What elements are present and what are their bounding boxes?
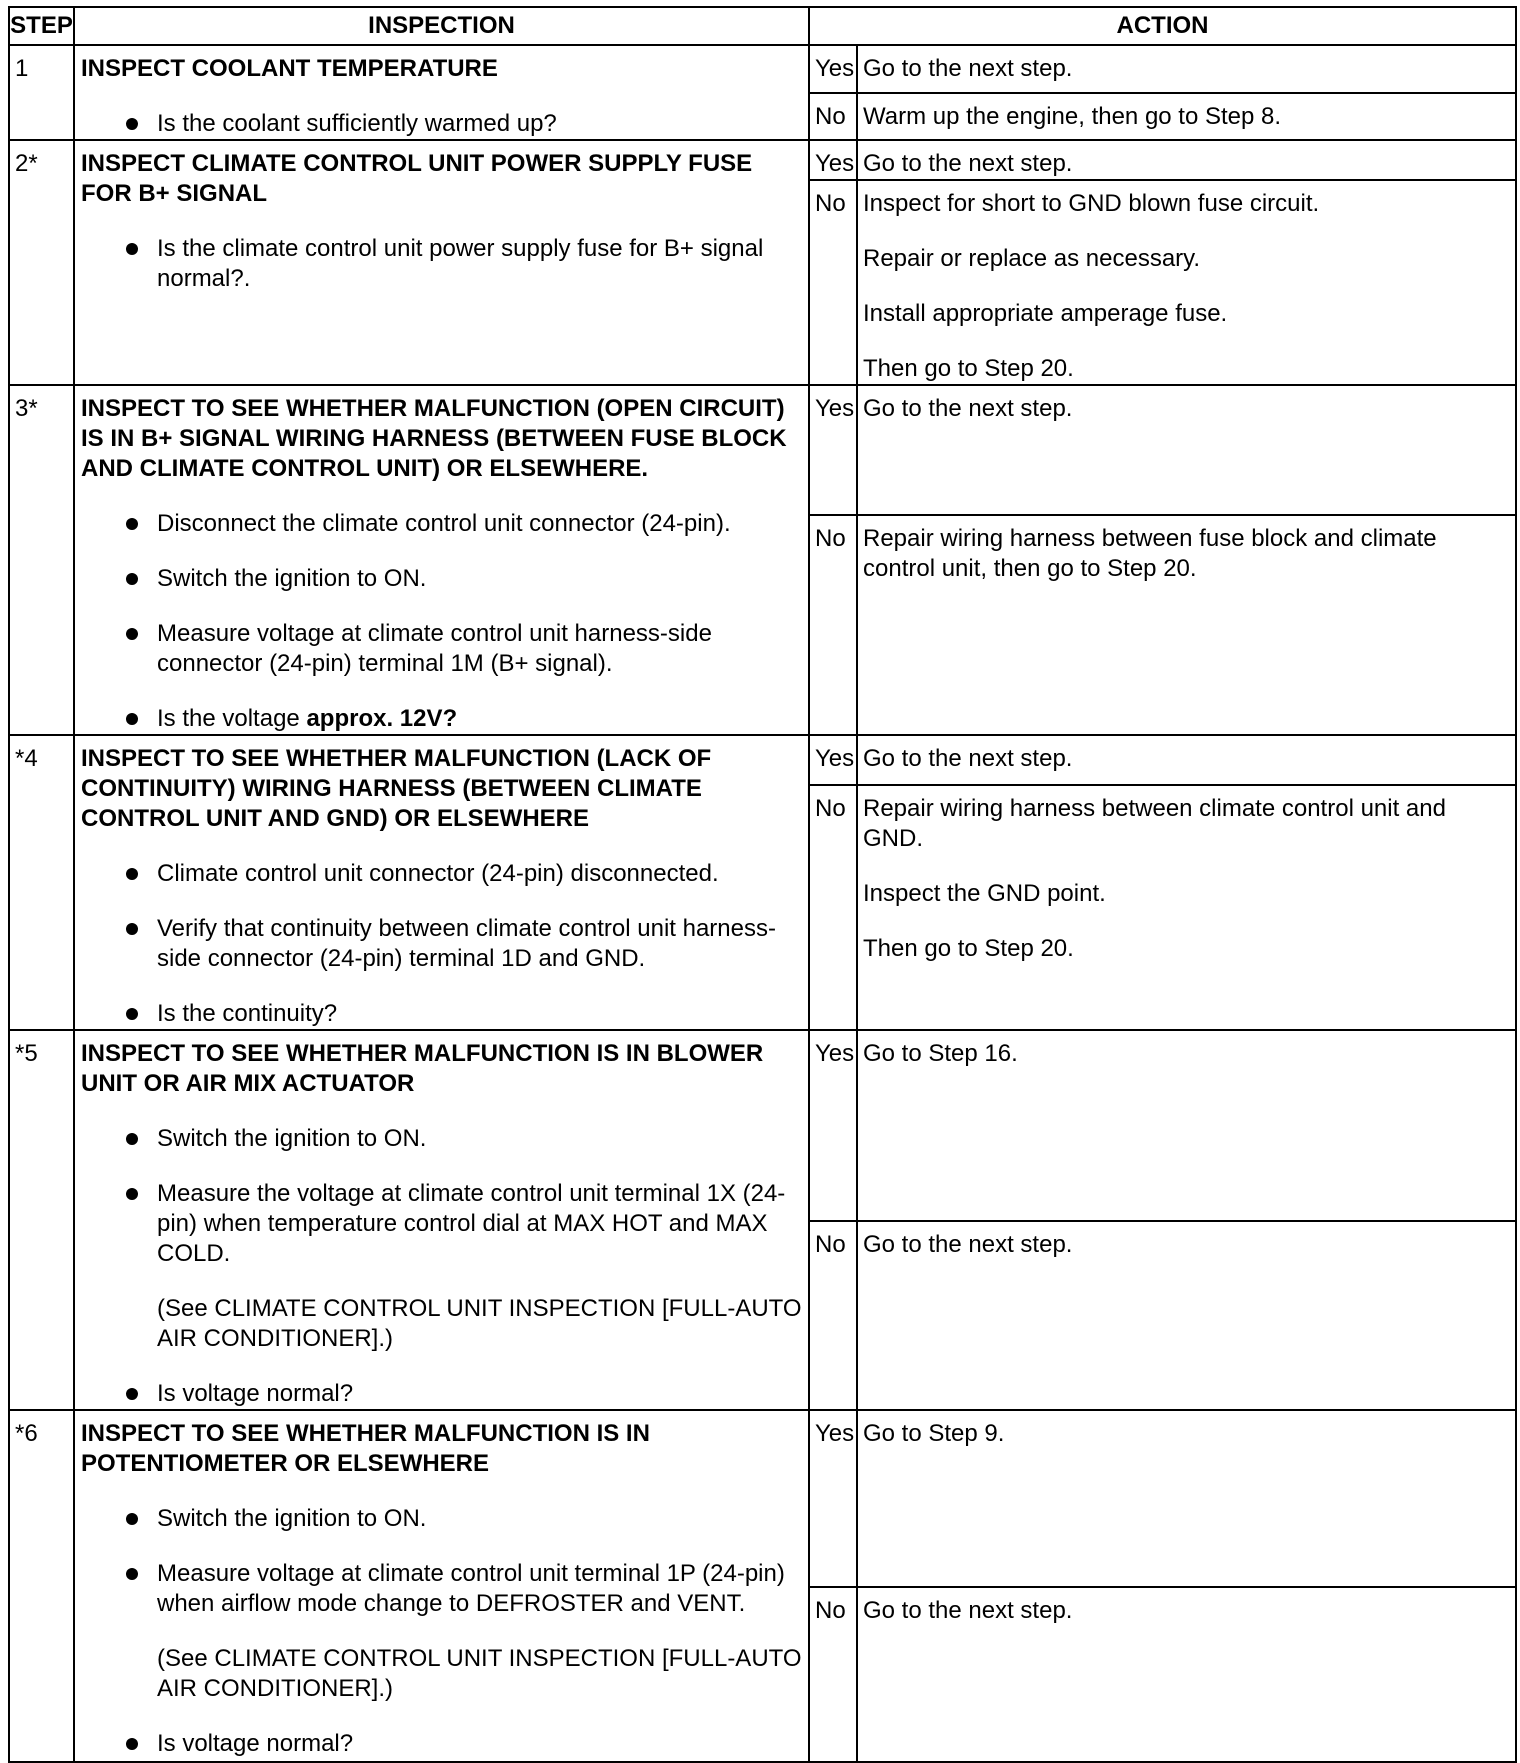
header-step: STEP (9, 7, 74, 45)
bullet-icon (126, 573, 138, 585)
step-heading: INSPECT TO SEE WHETHER MALFUNCTION IS IN POTENTIOMETER OR ELSEWHERE (81, 1420, 650, 1477)
inspection-note: (See CLIMATE CONTROL UNIT INSPECTION [FULL-AUTO AIR CONDITIONER].) (157, 1645, 802, 1702)
inspection-note: (See CLIMATE CONTROL UNIT INSPECTION [FULL-AUTO AIR CONDITIONER].) (157, 1295, 802, 1352)
step-number: *4 (9, 735, 74, 1030)
inspection-bullet: Is the continuity? (81, 999, 802, 1029)
inspection-bullet: Disconnect the climate control unit connector (24-pin). (81, 509, 802, 539)
no-label: No (809, 1587, 857, 1762)
yes-label: Yes (809, 1030, 857, 1221)
step-heading: INSPECT TO SEE WHETHER MALFUNCTION IS IN BLOWER UNIT OR AIR MIX ACTUATOR (81, 1040, 764, 1097)
yes-action: Go to Step 9. (857, 1410, 1516, 1587)
step-heading: INSPECT CLIMATE CONTROL UNIT POWER SUPPLY FUSE FOR B+ SIGNAL (81, 150, 753, 207)
yes-action: Go to the next step. (857, 140, 1516, 180)
no-label: No (809, 93, 857, 141)
yes-action: Go to Step 16. (857, 1030, 1516, 1221)
bullet-icon (126, 713, 138, 725)
inspection-bullet: Climate control unit connector (24-pin) disconnected. (81, 859, 802, 889)
bullet-icon (126, 118, 138, 130)
bullet-icon (126, 1568, 138, 1580)
bullet-icon (126, 1188, 138, 1200)
step-row (9, 140, 1516, 180)
yes-action: Go to the next step. (857, 735, 1516, 785)
bullet-icon (126, 243, 138, 255)
no-action: Repair wiring harness between climate control unit and GND. Inspect the GND point. Then go to Step 20. (857, 785, 1516, 1030)
inspection-bullet: Measure the voltage at climate control unit terminal 1X (24-pin) when temperature control dial at MAX HOT and MAX COLD. (81, 1179, 802, 1269)
inspection-cell (74, 385, 809, 735)
no-label: No (809, 1221, 857, 1410)
inspection-bullet: Measure voltage at climate control unit terminal 1P (24-pin) when airflow mode change to DEFROSTER and VENT. (81, 1559, 802, 1619)
inspection-table (8, 6, 1517, 1763)
yes-label: Yes (809, 385, 857, 515)
inspection-bullet: Switch the ignition to ON. (81, 1504, 802, 1534)
yes-label: Yes (809, 45, 857, 93)
step-number: 1 (9, 45, 74, 140)
bullet-icon (126, 1738, 138, 1750)
no-action: Warm up the engine, then go to Step 8. (857, 93, 1516, 141)
yes-label: Yes (809, 1410, 857, 1587)
step-number: *5 (9, 1030, 74, 1410)
no-action: Go to the next step. (857, 1587, 1516, 1762)
step-row (9, 735, 1516, 785)
bullet-icon (126, 868, 138, 880)
step-row (9, 385, 1516, 515)
step-row (9, 45, 1516, 93)
bullet-icon (126, 628, 138, 640)
inspection-bullet: Measure voltage at climate control unit harness-side connector (24-pin) terminal 1M (B+ signal). (81, 619, 802, 679)
step-number: 2* (9, 140, 74, 385)
no-action: Repair wiring harness between fuse block and climate control unit, then go to Step 20. (857, 515, 1516, 735)
inspection-cell (74, 45, 809, 140)
bullet-icon (126, 1133, 138, 1145)
yes-action: Go to the next step. (857, 385, 1516, 515)
no-action: Inspect for short to GND blown fuse circuit. Repair or replace as necessary. Install appropriate amperage fuse. Then go to Step 20. (857, 180, 1516, 385)
inspection-bullet: Is the climate control unit power supply fuse for B+ signal normal?. (81, 234, 802, 294)
step-heading: INSPECT COOLANT TEMPERATURE (81, 55, 498, 82)
inspection-cell (74, 1030, 809, 1410)
header-inspection: INSPECTION (74, 7, 809, 45)
no-label: No (809, 785, 857, 1030)
step-heading: INSPECT TO SEE WHETHER MALFUNCTION (LACK OF CONTINUITY) WIRING HARNESS (BETWEEN CLIMATE CONTROL UNIT AND GND) OR ELSEWHERE (81, 745, 712, 832)
yes-label: Yes (809, 735, 857, 785)
step-row (9, 1410, 1516, 1587)
inspection-bullet: Switch the ignition to ON. (81, 1124, 802, 1154)
inspection-cell (74, 735, 809, 1030)
header-row (9, 7, 1516, 45)
yes-action: Go to the next step. (857, 45, 1516, 93)
no-label: No (809, 180, 857, 385)
inspection-bullet: Is the voltage approx. 12V? (81, 704, 802, 734)
step-row (9, 1030, 1516, 1221)
bullet-icon (126, 1513, 138, 1525)
inspection-bullet: Verify that continuity between climate control unit harness-side connector (24-pin) terminal 1D and GND. (81, 914, 802, 974)
bullet-icon (126, 1388, 138, 1400)
inspection-bullet: Is the coolant sufficiently warmed up? (81, 109, 802, 139)
header-action: ACTION (809, 7, 1516, 45)
bullet-icon (126, 518, 138, 530)
inspection-bullet: Is voltage normal? (81, 1729, 802, 1759)
inspection-cell (74, 140, 809, 385)
no-label: No (809, 515, 857, 735)
inspection-bullet: Is voltage normal? (81, 1379, 802, 1409)
yes-label: Yes (809, 140, 857, 180)
bullet-icon (126, 923, 138, 935)
bullet-icon (126, 1008, 138, 1020)
inspection-cell (74, 1410, 809, 1762)
inspection-bullet: Switch the ignition to ON. (81, 564, 802, 594)
step-heading: INSPECT TO SEE WHETHER MALFUNCTION (OPEN CIRCUIT) IS IN B+ SIGNAL WIRING HARNESS (BETWEEN FUSE BLOCK AND CLIMATE CONTROL UNIT) OR ELSEWHERE. (81, 395, 787, 482)
step-number: 3* (9, 385, 74, 735)
no-action: Go to the next step. (857, 1221, 1516, 1410)
step-number: *6 (9, 1410, 74, 1762)
